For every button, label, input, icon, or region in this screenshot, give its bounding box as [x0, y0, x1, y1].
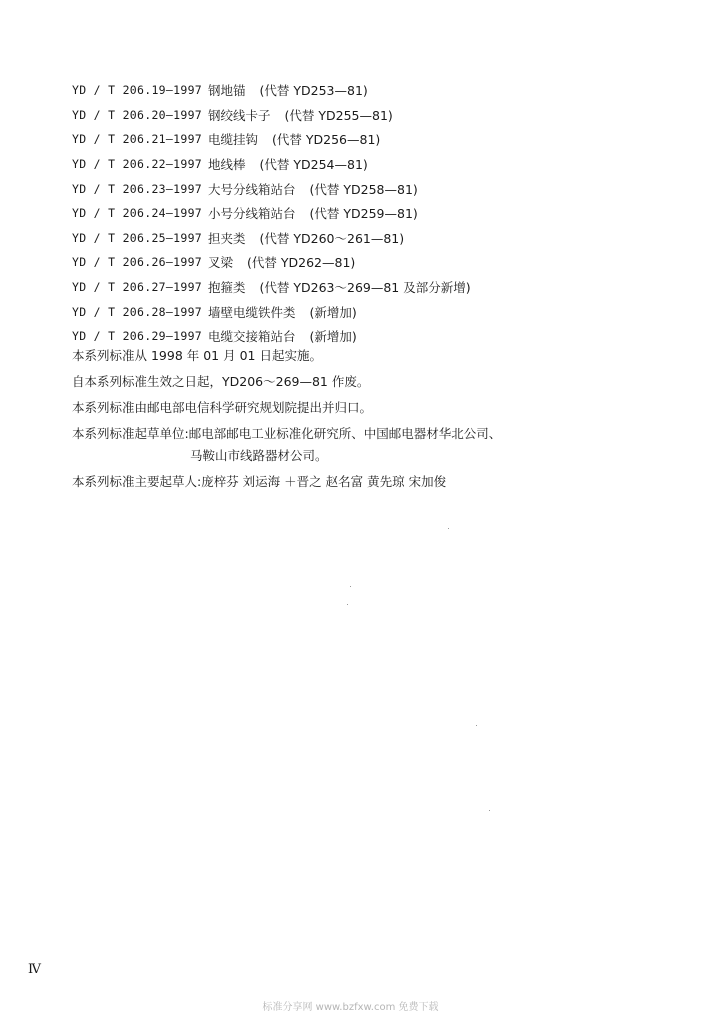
scan-speck: [347, 604, 348, 605]
standard-note: (代替 YD262—81): [247, 255, 356, 271]
standard-code: YD / T 206.23—1997: [72, 181, 203, 196]
page-number: Ⅳ: [28, 962, 41, 977]
standard-row: [72, 299, 471, 324]
standard-code: YD / T 206.25—1997: [72, 230, 203, 245]
standard-note: (代替 YD258—81): [309, 181, 418, 197]
standard-title: 电缆挂钩: [208, 132, 259, 148]
standard-title: 小号分线箱站台: [208, 206, 296, 222]
standard-code: YD / T 206.24—1997: [72, 206, 203, 221]
standard-code: YD / T 206.19—1997: [72, 83, 203, 98]
standard-code: YD / T 206.28—1997: [72, 304, 203, 319]
drafting-units-paragraph: 本系列标准起草单位:邮电部邮电工业标准化研究所、中国邮电器材华北公司、: [72, 426, 502, 441]
scan-speck: [489, 810, 490, 811]
drafters-paragraph: 本系列标准主要起草人:庞梓芬 刘运海 ＋晋之 赵名富 黄先琼 宋加俊: [72, 474, 447, 489]
standard-note: (代替 YD260～261—81): [259, 230, 405, 246]
proposer-paragraph: 本系列标准由邮电部电信科学研究规划院提出并归口。: [72, 400, 373, 415]
standard-note: (代替 YD263～269—81 及部分新增): [259, 280, 471, 296]
standard-row: [72, 324, 471, 349]
standard-title: 地线棒: [208, 157, 246, 173]
effective-date-paragraph: 本系列标准从 1998 年 01 月 01 日起实施。: [72, 348, 322, 363]
standard-note: (代替 YD253—81): [259, 83, 368, 99]
standard-row: [72, 103, 471, 128]
standard-code: YD / T 206.22—1997: [72, 157, 203, 172]
standard-note: (新增加): [309, 304, 357, 320]
standard-title: 大号分线箱站台: [208, 181, 296, 197]
standard-code: YD / T 206.29—1997: [72, 329, 203, 344]
standard-title: 抱箍类: [208, 280, 246, 296]
standard-code: YD / T 206.20—1997: [72, 107, 203, 122]
standard-row: [72, 176, 471, 201]
standard-code: YD / T 206.26—1997: [72, 255, 203, 270]
standard-code: YD / T 206.27—1997: [72, 280, 203, 295]
standard-note: (代替 YD255—81): [284, 107, 393, 123]
standard-title: 电缆交接箱站台: [208, 329, 296, 345]
standard-row: [72, 152, 471, 177]
watermark: 标准分享网 www.bzfxw.com 免费下载: [262, 1002, 439, 1013]
standard-code: YD / T 206.21—1997: [72, 132, 203, 147]
standard-row: [72, 226, 471, 251]
standard-row: [72, 250, 471, 275]
standard-note: (代替 YD259—81): [309, 206, 418, 222]
scan-speck: [350, 586, 351, 587]
standard-row: [72, 275, 471, 300]
drafting-units-continuation: 马鞍山市线路器材公司。: [190, 448, 328, 463]
standard-title: 墙壁电缆铁件类: [208, 304, 296, 320]
scan-speck: [476, 725, 477, 726]
scan-speck: [448, 528, 449, 529]
standards-list: [72, 78, 471, 349]
standard-title: 担夹类: [208, 230, 246, 246]
standard-row: [72, 127, 471, 152]
abolish-paragraph: 自本系列标准生效之日起，YD206～269—81 作废。: [72, 374, 370, 389]
standard-note: (新增加): [309, 329, 357, 345]
standard-note: (代替 YD254—81): [259, 157, 368, 173]
standard-row: [72, 201, 471, 226]
standard-note: (代替 YD256—81): [272, 132, 381, 148]
standard-title: 叉梁: [208, 255, 234, 271]
standard-title: 钢地锚: [208, 83, 246, 99]
standard-title: 钢绞线卡子: [208, 107, 271, 123]
standard-row: [72, 78, 471, 103]
